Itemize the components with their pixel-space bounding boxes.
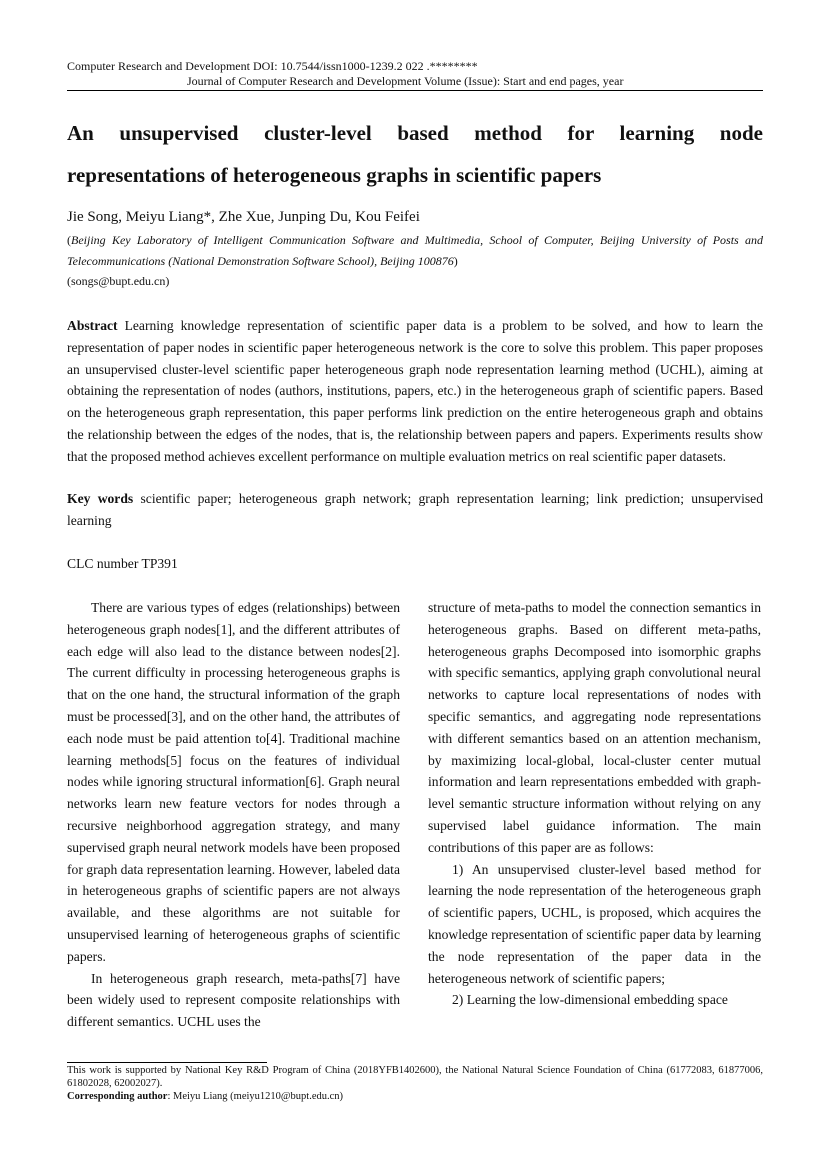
affiliation (67, 230, 763, 272)
affiliation-text: Beijing Key Laboratory of Intelligent Communication Software and Multimedia, School of Computer, Beijing University of Posts and Telecommunications (National Demonstration Software School), Beijing 100876 (67, 233, 763, 268)
body-paragraph: 1) An unsupervised cluster-level based method for learning the node representation of the heterogeneous graph of scientific papers, UCHL, is proposed, which acquires the knowledge representation of scientific paper data by learning the node representation of the paper data in the heterogeneous network of scientific papers; (428, 861, 761, 986)
keywords (67, 488, 763, 532)
running-header-doi: Computer Research and Development DOI: 10.7544/issn1000-1239.2 022 .******** (67, 59, 478, 73)
running-header-journal: Journal of Computer Research and Development Volume (Issue): Start and end pages, year (187, 74, 624, 88)
body-paragraph: In heterogeneous graph research, meta-paths[7] have been widely used to represent composite relationships with different semantics. UCHL uses the (67, 970, 400, 1030)
body-column-left (67, 597, 400, 1033)
body-paragraph: There are various types of edges (relationships) between heterogeneous graph nodes[1], and the different attributes of each edge will also lead to the distance between nodes[2]. The current difficulty in processing heterogeneous graphs is that on the one hand, the structural information of the graph must be processed[3], and on the other hand, the attributes of each node must be paid attention to[4]. Traditional machine learning methods[5] focus on the features of individual nodes while ignoring structural information[6]. Graph neural networks learn new feature vectors for nodes through a recursive neighborhood aggregation strategy, and many supervised graph neural network models have been proposed for graph data representation learning. However, labeled data in heterogeneous graphs of scientific papers are not always available, and these algorithms are not suitable for unsupervised learning of heterogeneous graphs of scientific papers. (67, 600, 400, 964)
footnote-rule (67, 1062, 267, 1063)
keywords-label: Key words (67, 491, 134, 506)
paper-title: An unsupervised cluster-level based method for learning node representations of heterogeneous graphs in scientific papers (67, 121, 763, 187)
body-paragraph: structure of meta-paths to model the connection semantics in heterogeneous graphs. Based on different meta-paths, heterogeneous graphs Decomposed into isomorphic graphs with specific semantics, applying graph convolutional neural networks to capture local representations of nodes with specific semantics, and aggregating node representations with different semantics based on an attention mechanism, by maximizing local-global, local-cluster center mutual information and learn representations embedded with graph-level semantic structure information without relying on any supervised label guidance information. The main contributions of this paper are as follows: (428, 600, 761, 855)
abstract (67, 315, 763, 468)
author-list: Jie Song, Meiyu Liang*, Zhe Xue, Junping Du, Kou Feifei (67, 209, 420, 225)
corresponding-author-text: : Meiyu Liang (meiyu1210@bupt.edu.cn) (167, 1091, 344, 1102)
body-paragraph: 2) Learning the low-dimensional embedding space (452, 992, 728, 1008)
abstract-label: Abstract (67, 318, 118, 333)
affiliation-close-paren: ) (453, 254, 458, 268)
body-column-right (428, 597, 761, 1011)
affiliation-open-paren: ( (67, 233, 71, 247)
corresponding-author-label: Corresponding author (67, 1091, 168, 1102)
author-email: (songs@bupt.edu.cn) (67, 274, 170, 288)
clc-number: CLC number TP391 (67, 556, 178, 571)
corresponding-author (67, 1090, 763, 1103)
funding-note: This work is supported by National Key R&D Program of China (2018YFB1402600), the National Natural Science Foundation of China (61772083, 61877006, 61802028, 62002027). (67, 1065, 763, 1089)
abstract-text: Learning knowledge representation of scientific paper data is a problem to be solved, and how to learn the representation of paper nodes in scientific paper heterogeneous network is the core to solve this problem. This paper proposes an unsupervised cluster-level scientific paper heterogeneous graph node representation learning method (UCHL), aiming at obtaining the representation of nodes (authors, institutions, papers, etc.) in the heterogeneous graph of scientific papers. Based on the heterogeneous graph representation, this paper performs link prediction on the entire heterogeneous graph and obtains the relationship between the edges of the nodes, that is, the relationship between papers and papers. Experiments results show that the proposed method achieves excellent performance on multiple evaluation metrics on real scientific paper datasets. (67, 318, 763, 464)
footnote (67, 1064, 763, 1103)
header-rule (67, 90, 763, 91)
keywords-text: scientific paper; heterogeneous graph network; graph representation learning; link prediction; unsupervised learning (67, 491, 763, 528)
